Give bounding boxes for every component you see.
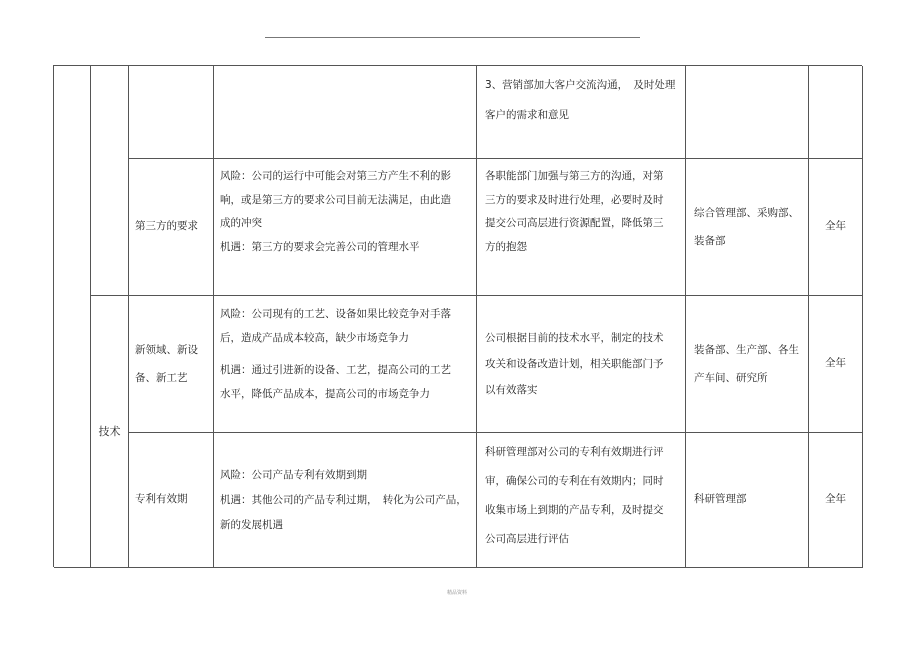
- opportunity-line: 机遇：其他公司的产品专利过期， 转化为公司产品，: [220, 493, 467, 506]
- dept-line: 科研管理部: [694, 493, 747, 506]
- measure-line: 三方的要求及时进行处理，必要时及时: [485, 193, 664, 206]
- table-row-3-period: [809, 296, 863, 433]
- table-row-1-item: [129, 66, 214, 159]
- table-row-1-period: [809, 66, 863, 159]
- table-row-1-dept: [686, 66, 809, 159]
- item-label: 专利有效期: [135, 493, 188, 506]
- measure-line: 科研管理部对公司的专利有效期进行评: [485, 446, 664, 458]
- measure-line: 收集市场上到期的产品专利，及时提交: [485, 504, 664, 516]
- table-row-2-period: [809, 159, 863, 296]
- opportunity-line: 水平，降低产品成本，提高公司的市场竞争力: [220, 387, 430, 400]
- item-line: 备、新工艺: [135, 372, 188, 384]
- table-row-1-measure: [477, 66, 686, 159]
- table-row-2-item: [129, 159, 214, 296]
- risk-line: 风险：公司的运行中可能会对第三方产生不利的影: [220, 170, 451, 182]
- table-row-4-risk: [214, 433, 477, 568]
- table-row-4-measure: [477, 433, 686, 568]
- dept-line: 产车间、研究所: [694, 372, 768, 384]
- opportunity-line: 新的发展机遇: [220, 518, 283, 531]
- footer-tag: 精品资料: [447, 590, 468, 596]
- item-label: 第三方的要求: [135, 220, 198, 233]
- category-cell-empty: [91, 66, 129, 296]
- measure-line: 各职能部门加强与第三方的沟通，对第: [485, 170, 664, 182]
- risk-line: 风险：公司产品专利有效期到期: [220, 468, 367, 481]
- period-label: 全年: [825, 493, 846, 506]
- risk-line: 响，或是第三方的要求公司目前无法满足，由此造: [220, 193, 451, 206]
- dept-line: 装备部: [694, 235, 726, 247]
- risk-line: 后，造成产品成本较高，缺少市场竞争力: [220, 331, 409, 344]
- measure-line: 3、营销部加大客户交流沟通， 及时处理: [485, 79, 676, 91]
- outer-column-cell: [54, 66, 91, 568]
- measure-line: 方的抱怨: [485, 240, 527, 253]
- table-row-3-measure: [477, 296, 686, 433]
- risk-opportunity-table: [53, 65, 862, 567]
- table-row-4-dept: [686, 433, 809, 568]
- period-label: 全年: [825, 357, 846, 370]
- dept-line: 综合管理部、采购部、: [694, 207, 799, 219]
- measure-line: 公司高层进行评估: [485, 533, 569, 545]
- opportunity-line: 机遇：通过引进新的设备、工艺，提高公司的工艺: [220, 364, 451, 376]
- measure-line: 攻关和设备改造计划，相关职能部门予: [485, 358, 664, 370]
- table-row-1-risk: [214, 66, 477, 159]
- measure-line: 客户的需求和意见: [485, 109, 569, 121]
- table-row-2-risk: [214, 159, 477, 296]
- table-row-3-item: [129, 296, 214, 433]
- table-row-2-dept: [686, 159, 809, 296]
- table-row-4-item: [129, 433, 214, 568]
- category-cell-tech: [91, 296, 129, 568]
- period-label: 全年: [825, 220, 846, 233]
- measure-line: 公司根据目前的技术水平，制定的技术: [485, 332, 664, 344]
- risk-line: 成的冲突: [220, 217, 262, 229]
- item-line: 新领域、新设: [135, 344, 198, 356]
- table-row-2-measure: [477, 159, 686, 296]
- category-label-tech: 技术: [98, 424, 121, 438]
- risk-line: 风险：公司现有的工艺、设备如果比较竞争对手落: [220, 308, 451, 320]
- table-row-4-period: [809, 433, 863, 568]
- header-rule: [265, 37, 640, 38]
- measure-line: 提交公司高层进行资源配置，降低第三: [485, 217, 664, 229]
- table-row-3-dept: [686, 296, 809, 433]
- dept-line: 装备部、生产部、各生: [694, 344, 799, 356]
- table-row-3-risk: [214, 296, 477, 433]
- opportunity-line: 机遇：第三方的要求会完善公司的管理水平: [220, 240, 420, 253]
- measure-line: 以有效落实: [485, 384, 538, 396]
- measure-line: 审，确保公司的专利在有效期内；同时: [485, 475, 664, 487]
